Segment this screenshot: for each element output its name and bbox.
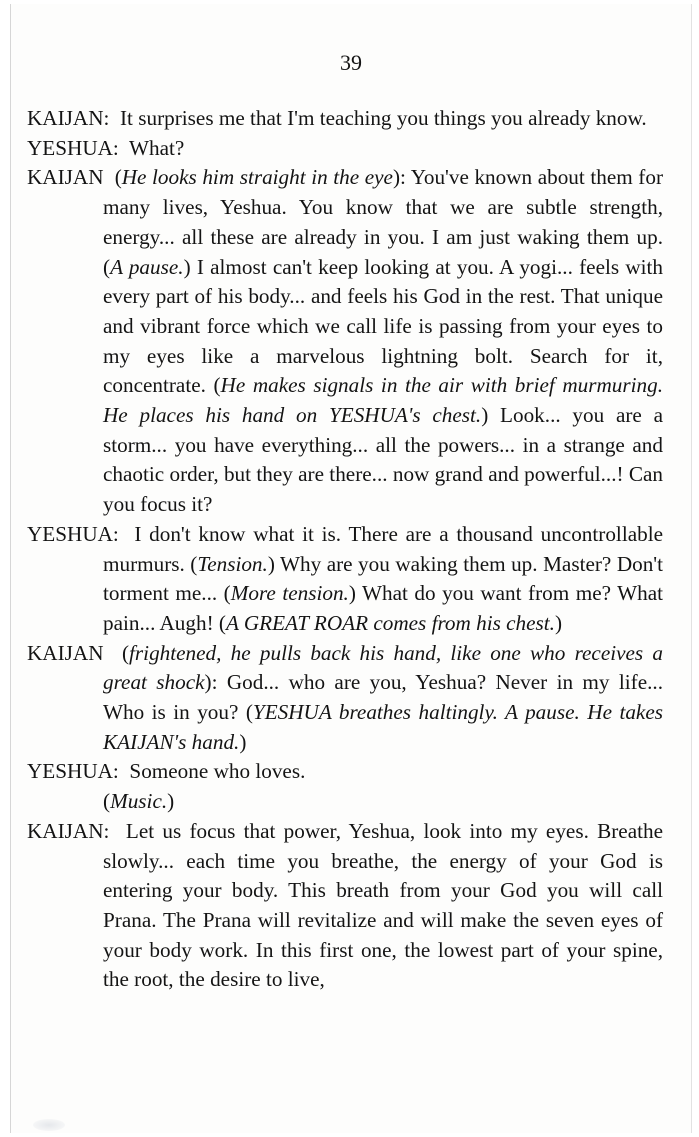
dialogue-text: It surprises me that I'm teaching you things you already know. [120,106,647,130]
dialogue-paragraph [27,787,663,817]
speaker-name: KAIJAN [27,640,104,665]
dialogue-text: Let us focus that power, Yeshua, look into my eyes. Breathe slowly... each time you breathe, the energy of your God is entering your body. This breath from your God you will call Prana. The Prana will revitalize and will make the seven eyes of your body work. In this first one, the lowest part of your spine, the root, the desire to live, [103,818,663,992]
dialogue-text: ) I almost can't keep looking at you. A yogi... feels with every part of his body... and feels his God in the rest. That unique and vibrant force which we call life is passing from your eyes to my eyes like a marvelous lightning bolt. Search for it, concentrate. ( [103,254,663,398]
speaker-name: YESHUA: [27,759,119,784]
dialogue-paragraph [27,104,663,134]
stage-direction: He looks him straight in the eye [121,165,393,190]
dialogue-text: ( [114,165,122,190]
speaker-name: KAIJAN: [27,106,110,130]
page-number: 39 [340,50,362,75]
speaker-name: KAIJAN: [27,818,110,843]
dialogue-paragraph [27,134,663,164]
speaker-name: KAIJAN [27,165,104,190]
stage-direction: He makes signals in the air with brief murmuring. He places his hand on YESHUA's chest. [103,373,663,428]
page-smudge [33,1119,65,1131]
dialogue-text: ) Why are you waking them up. Master? Don't torment me... ( [103,551,664,606]
dialogue-text: ): God... who are you, Yeshua? Never in my life... Who is in you? ( [103,670,663,725]
speaker-name: YESHUA: [27,521,119,546]
dialogue-paragraph [27,817,663,995]
dialogue-text: ( [121,640,130,665]
dialogue-paragraph [27,520,663,639]
dialogue-paragraph [27,757,663,787]
stage-direction: More tension. [230,581,349,606]
dialogue-text: ): You've known about them for many lives, Yeshua. You know that we are subtle strength, energy... all these are already in you. I am just waking them up. ( [103,165,664,279]
dialogue-text: ) [239,729,247,754]
stage-direction: Music. [110,789,168,814]
dialogue-text: ) What do you want from me? What pain... Augh! ( [103,581,664,635]
dialogue-paragraph [27,163,663,519]
speaker-name: YESHUA: [27,135,119,160]
stage-direction: Tension. [197,551,268,576]
dialogue-paragraph [27,639,663,758]
stage-direction: frightened, he pulls back his hand, like one who receives a great shock [103,640,664,695]
dialogue-text: ) [167,789,175,814]
dialogue-text: I don't know what it is. There are a thousand uncontrollable murmurs. ( [103,521,663,576]
script-body [27,104,663,995]
dialogue-text: Someone who loves. [129,759,306,784]
stage-direction: A GREAT ROAR comes from his chest. [226,610,555,635]
stage-direction: A pause. [110,254,184,279]
dialogue-text: ( [103,789,111,814]
dialogue-text: ) Look... you are a storm... you have everything... all the powers... in a strange and chaotic order, but they are there... now grand and powerful...! Can you focus it? [103,403,664,517]
book-page [10,4,692,1133]
dialogue-text: What? [129,135,185,160]
dialogue-text: ) [554,610,563,635]
stage-direction: YESHUA breathes haltingly. A pause. He takes KAIJAN's hand. [103,700,663,754]
